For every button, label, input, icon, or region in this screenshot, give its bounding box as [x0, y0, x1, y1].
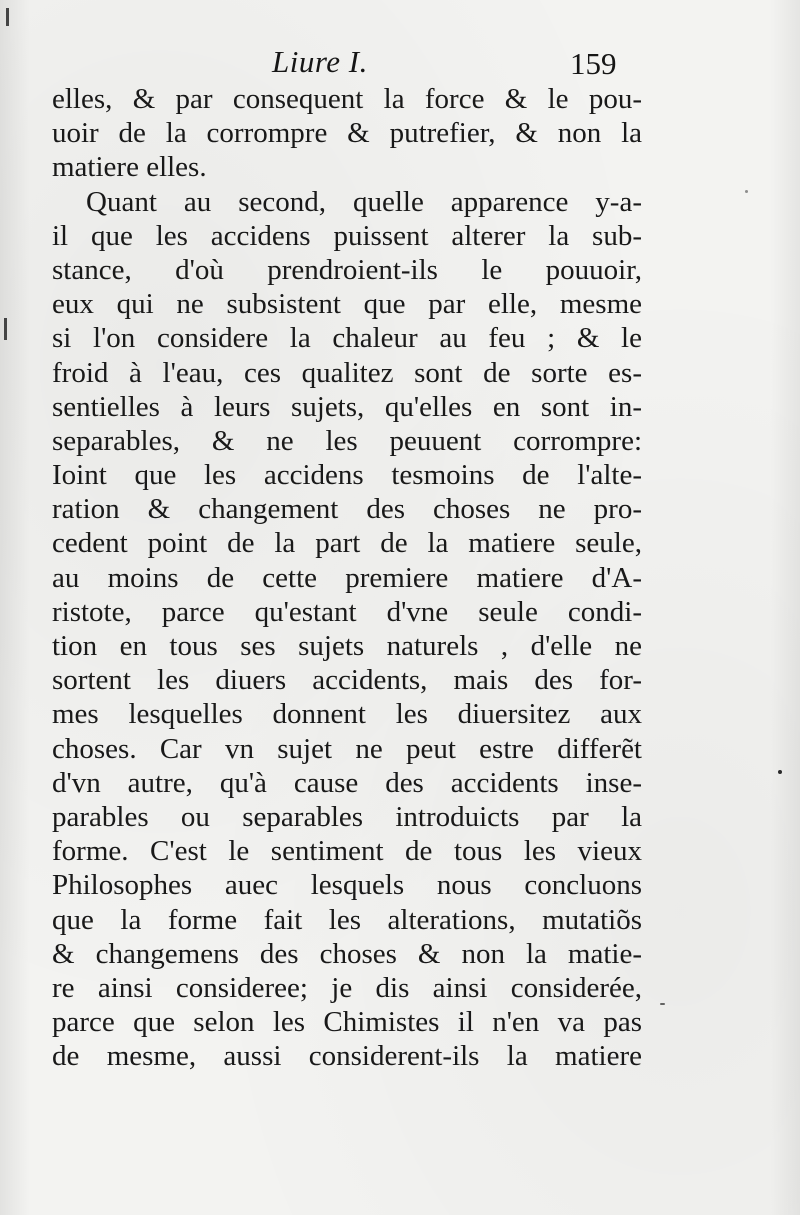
text-line: elles, & par consequent la force & le pou-	[52, 83, 642, 115]
ink-speck	[660, 1003, 665, 1005]
text-line: au moins de cette premiere matiere d'A-	[52, 561, 642, 594]
text-line: sortent les diuers accidents, mais des for-	[52, 664, 642, 697]
text-line: Quant au second, quelle apparence y-a-	[86, 185, 642, 218]
text-line: parables ou separables introduicts par la	[52, 800, 642, 833]
text-line: cedent point de la part de la matiere seule,	[52, 527, 642, 560]
text-line: matiere elles.	[52, 151, 207, 184]
text-line: eux qui ne subsistent que par elle, mesme	[52, 288, 642, 321]
page-number: 159	[570, 46, 617, 81]
ink-speck	[745, 190, 748, 193]
text-line: ration & changement des choses ne pro-	[52, 493, 642, 526]
text-line: & changemens des choses & non la matie-	[52, 937, 642, 970]
text-line: de mesme, aussi considerent-ils la matiere	[52, 1040, 642, 1073]
text-line: tion en tous ses sujets naturels , d'elle ne	[52, 630, 642, 662]
text-line: uoir de la corrompre & putrefier, & non la	[52, 117, 642, 150]
text-line: d'vn autre, qu'à cause des accidents inse-	[52, 766, 642, 799]
text-line: stance, d'où prendroient-ils le pouuoir,	[52, 253, 642, 286]
text-line: mes lesquelles donnent les diuersitez aux	[52, 698, 642, 731]
text-line: parce que selon les Chimistes il n'en va pas	[52, 1006, 642, 1039]
text-line: froid à l'eau, ces qualitez sont de sorte es-	[52, 356, 642, 389]
text-line: forme. C'est le sentiment de tous les vieux	[52, 835, 642, 868]
body-text	[52, 82, 642, 1073]
left-edge-mark	[6, 8, 9, 26]
text-line: Philosophes auec lesquels nous concluons	[52, 869, 642, 902]
text-line: ristote, parce qu'estant d'vne seule condi-	[52, 595, 642, 628]
text-line: Ioint que les accidens tesmoins de l'alte-	[52, 459, 642, 492]
ink-speck	[778, 770, 782, 774]
text-line: re ainsi consideree; je dis ainsi considerée,	[52, 971, 642, 1004]
text-line: que la forme fait les alterations, mutatiõs	[52, 903, 642, 936]
text-line: si l'on considere la chaleur au feu ; & le	[52, 322, 642, 355]
text-line: sentielles à leurs sujets, qu'elles en sont in-	[52, 390, 642, 423]
text-line: choses. Car vn sujet ne peut estre differẽt	[52, 732, 642, 765]
text-line: separables, & ne les peuuent corrompre:	[52, 424, 642, 457]
running-title: Liure I.	[272, 44, 368, 79]
left-edge-mark	[4, 318, 7, 340]
text-line: il que les accidens puissent alterer la sub-	[52, 219, 642, 252]
